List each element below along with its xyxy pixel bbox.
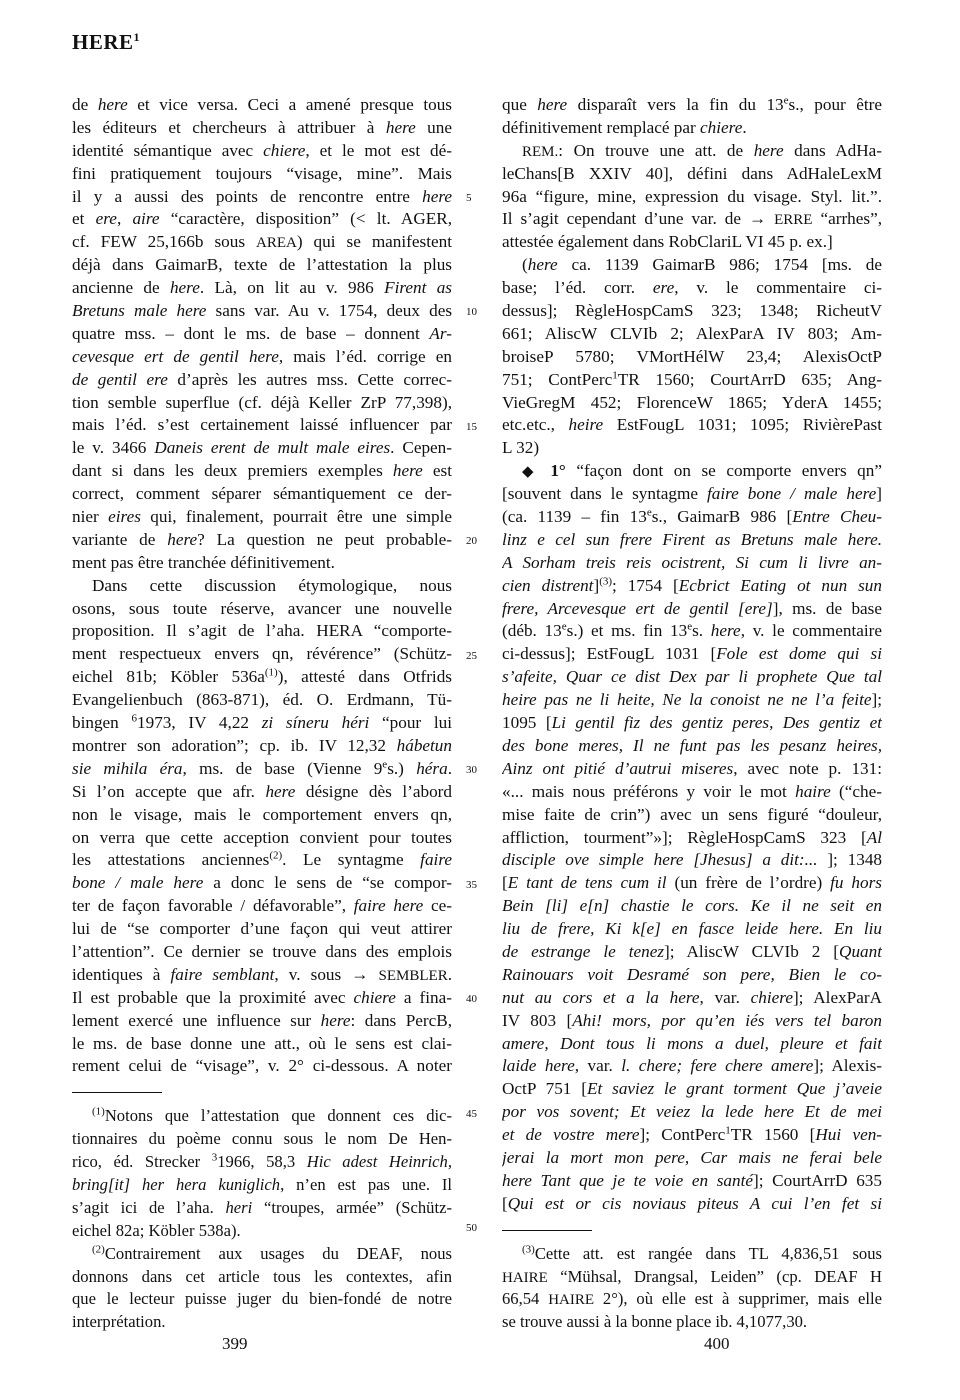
body-line: [Qui est or cis noviaus piteus A cui l’en fet si: [502, 1193, 882, 1213]
body-line: ter de façon favorable / défavorable”, faire here ce-: [72, 896, 452, 916]
body-line: nut au cors et a la here, var. chiere]; AlexParA: [502, 987, 882, 1007]
footnote-line: $^{(1)}$Notons que l’attestation que donnent ces dic-: [92, 1105, 452, 1126]
body-line: Bretuns male here sans var. Au v. 1754, deux des: [72, 301, 452, 321]
body-line: lement exercé une influence sur here: dans PercB,: [72, 1010, 452, 1030]
body-line: Bein [li] e[n] chastie le cors. Ke il ne seit en: [502, 896, 882, 916]
body-line: bingen $^6$1973, IV 4,22 zi síneru héri “pour lui: [72, 712, 452, 733]
footnote-line: bring[it] her hera kuniglich, n’en est pas une. Il: [72, 1174, 452, 1194]
body-line: A Sorham treis reis ocistrent, Si cum li livre an-: [502, 552, 882, 572]
body-line: on verra que cette acception convient pour toutes: [72, 827, 452, 847]
body-line: sie mihila éra, ms. de base (Vienne 9es.) héra.: [72, 758, 452, 778]
body-line: osons, sous toute réserve, avancer une nouvelle: [72, 598, 452, 618]
body-line: de gentil ere d’après les autres mss. Cette correc-: [72, 369, 452, 389]
line-number: 10: [466, 306, 477, 319]
line-number: 45: [466, 1107, 477, 1120]
body-line: dessus]; RègleHospCamS 323; 1348; RicheutV: [502, 301, 882, 321]
body-line: proposition. Il s’agit de l’aha. HERA “comporte-: [72, 621, 452, 641]
headword-superscript: 1: [133, 30, 141, 44]
footnote-line: interprétation.: [72, 1312, 166, 1332]
running-head: [72, 30, 140, 55]
body-line: et ere, aire “caractère, disposition” (< lt. AGER,: [72, 209, 452, 229]
body-line: Si l’on accepte que afr. here désigne dès l’abord: [72, 781, 452, 801]
body-line: frere, Arcevesque ert de gentil [ere]], ms. de base: [502, 598, 882, 618]
footnote-line: rico, éd. Strecker $^3$1966, 58,3 Hic adest Heinrich,: [72, 1151, 452, 1172]
left-column: [72, 94, 452, 1334]
body-line: cien distrent]$^{(3)}$; 1754 [Ecbrict Eating ot nun sun: [502, 574, 882, 595]
headword: HERE: [72, 30, 134, 54]
body-line: il y a aussi des points de rencontre entre here: [72, 186, 452, 206]
body-line: IV 803 [Ahi! mors, por qu’en iés vers tel baron: [502, 1010, 882, 1030]
body-line: broiseP 5780; VMortHélW 23,4; AlexisOctP: [502, 346, 882, 366]
body-line: Il s’agit cependant d’une var. de → ERRE “arrhes”,: [502, 209, 882, 229]
line-number: 35: [466, 878, 477, 891]
footnote-line: tionnaires du poème connu sous le nom De Hen-: [72, 1129, 452, 1149]
body-line: Evangelienbuch (863-871), éd. O. Erdmann, Tü-: [72, 690, 452, 710]
body-line: lui de “se comporter d’une façon qui veut attirer: [72, 919, 452, 939]
footnote-rule: [72, 1092, 162, 1093]
body-line: ancienne de here. Là, on lit au v. 986 Firent as: [72, 278, 452, 298]
body-line: tion semble superflue (cf. déjà Keller ZrP 77,398),: [72, 392, 452, 412]
line-number: 25: [466, 649, 477, 662]
body-line: et de vostre mere]; ContPerc$^1$TR 1560 [Hui ven-: [502, 1124, 882, 1145]
body-line: non le visage, mais le comportement envers qn,: [72, 804, 452, 824]
body-line: heire pas ne li heite, Ne la conoist ne ne l’a feite];: [502, 690, 882, 710]
body-line: attestée également dans RobClariL VI 45 p. ex.]: [502, 232, 833, 252]
body-line: 661; AliscW CLVIb 2; AlexParA IV 803; Am-: [502, 323, 882, 343]
body-line: déjà dans GaimarB, texte de l’attestation la plus: [72, 255, 452, 275]
body-line: bone / male here a donc le sens de “se compor-: [72, 873, 452, 893]
body-line: Rainouars voit Desramé son pere, Bien le co-: [502, 964, 882, 984]
body-line: 96a “figure, mine, expression du visage. Styl. lit.”.: [502, 186, 882, 206]
footnote-line: donnons dans cet article tous les contextes, afin: [72, 1266, 452, 1286]
body-line: linz e cel sun frere Firent as Bretuns male here.: [502, 529, 882, 549]
body-line: s’afeite, Quar ce dist Dex par li prophete Que tal: [502, 667, 882, 687]
footnote-line: $^{(3)}$Cette att. est rangée dans TL 4,836,51 sous: [522, 1243, 882, 1263]
body-line: (here ca. 1139 GaimarB 986; 1754 [ms. de: [522, 255, 882, 275]
body-line: correct, comment séparer sémantiquement ce der-: [72, 484, 452, 504]
body-line: ◆ 1° “façon dont on se comporte envers qn”: [522, 461, 882, 481]
body-line: les éditeurs et chercheurs à attribuer à here une: [72, 117, 452, 137]
body-line: ment pas être tranchée définitivement.: [72, 552, 335, 572]
right-column: [502, 94, 882, 1334]
body-line: de here et vice versa. Ceci a amené presque tous: [72, 95, 452, 114]
body-line: définitivement remplacé par chiere.: [502, 117, 747, 137]
body-line: nier eires qui, finalement, pourrait être une simple: [72, 507, 452, 527]
body-line: «... mais nous préférons y voir le mot haire (“che-: [502, 781, 882, 801]
body-line: ment respectueux envers qn, révérence” (Schütz-: [72, 644, 452, 664]
line-number: 15: [466, 420, 477, 433]
line-number: 5: [466, 191, 472, 204]
footnote-rule: [502, 1230, 592, 1231]
body-line: cf. FEW 25,166b sous AREA) qui se manifestent: [72, 232, 452, 252]
body-line: montrer son adoration”; cp. ib. IV 12,32 hábetun: [72, 735, 452, 755]
footnote-line: que le lecteur puisse juger du bien-fondé de notre: [72, 1289, 452, 1309]
body-line: quatre mss. – dont le ms. de base – donnent Ar-: [72, 323, 452, 343]
body-line: le ms. de base donne une att., où le sens est clai-: [72, 1033, 452, 1053]
body-line: jerai la mort mon pere, Car mais ne ferai bele: [502, 1147, 882, 1167]
body-line: por vos sovent; Et veiez la lede here Et de mei: [502, 1102, 882, 1122]
body-line: les attestations anciennes$^{(2)}$. Le syntagme faire: [72, 849, 452, 870]
line-number: 20: [466, 535, 477, 548]
line-number: 50: [466, 1222, 477, 1235]
body-line: Dans cette discussion étymologique, nous: [92, 575, 452, 595]
footnote-line: $^{(2)}$Contrairement aux usages du DEAF, nous: [92, 1243, 452, 1263]
body-line: variante de here? La question ne peut probable-: [72, 529, 452, 549]
footnote-line: HAIRE “Mühsal, Drangsal, Leiden” (cp. DEAF H: [502, 1266, 882, 1286]
footnote-line: 66,54 HAIRE 2°), où elle est à supprimer, mais elle: [502, 1289, 882, 1309]
body-line: leChans[B XXIV 40], défini dans AdHaleLexM: [502, 163, 882, 183]
page-number-left: 399: [222, 1334, 248, 1353]
page-number-right: 400: [704, 1334, 730, 1353]
body-line: fini pratiquement toujours “visage, mine”. Mais: [72, 163, 452, 183]
footnote-line: s’agit ici de l’aha. heri “troupes, armée” (Schütz-: [72, 1197, 452, 1217]
body-line: L 32): [502, 438, 540, 458]
body-line: 1095 [Li gentil fiz des gentiz peres, Des gentiz et: [502, 713, 882, 733]
body-line: dant si dans les deux premiers exemples here est: [72, 461, 452, 481]
body-line: VieGregM 452; FlorenceW 1865; YderA 1455;: [502, 392, 882, 412]
body-line: [E tant de tens cum il (un frère de l’ordre) fu hors: [502, 873, 882, 893]
body-line: base; l’éd. corr. ere, v. le commentaire ci-: [502, 278, 882, 298]
body-line: mais l’éd. s’est certainement laissé influencer par: [72, 415, 452, 435]
body-line: cevesque ert de gentil here, mais l’éd. corrige en: [72, 346, 452, 366]
body-line: mise faite de crin”) avec un sens figuré “douleur,: [502, 804, 882, 824]
body-line: OctP 751 [Et saviez le grant torment Que j’aveie: [502, 1079, 882, 1099]
body-line: ci-dessus]; EstFougL 1031 [Fole est dome qui si: [502, 644, 882, 664]
body-line: disciple ove simple here [Jhesus] a dit:... ]; 1348: [502, 850, 882, 870]
body-line: des bone meres, Il ne funt pas les pesanz heires,: [502, 735, 882, 755]
body-line: liu de frere, Ki k[e] en fasce leide here. En liu: [502, 919, 882, 939]
body-line: laide here, var. l. chere; fere chere amere]; Alexis-: [502, 1056, 882, 1076]
body-line: amere, Dont tous li mons a duel, pleure et fait: [502, 1033, 882, 1053]
body-line: 751; ContPerc$^1$TR 1560; CourtArrD 635; Ang-: [502, 368, 882, 389]
body-line: de estrange le tenez]; AliscW CLVIb 2 [Quant: [502, 941, 882, 961]
body-line: [souvent dans le syntagme faire bone / male here]: [502, 484, 882, 504]
line-number: 30: [466, 764, 477, 777]
footnote-line: eichel 82a; Köbler 538a).: [72, 1220, 241, 1240]
body-line: REM.: On trouve une att. de here dans AdHa-: [522, 140, 882, 160]
body-line: (ca. 1139 – fin 13es., GaimarB 986 [Entre Cheu-: [502, 506, 882, 527]
body-line: here Tant que je te voie en santé]; CourtArrD 635: [502, 1170, 882, 1190]
body-line: que here disparaît vers la fin du 13es., pour être: [502, 94, 882, 114]
footnote-line: se trouve aussi à la bonne place ib. 4,1077,30.: [502, 1312, 808, 1332]
body-line: identiques à faire semblant, v. sous → SEMBLER.: [72, 964, 452, 984]
body-line: l’attention”. Ce dernier se trouve dans des emplois: [72, 941, 452, 961]
line-number: 40: [466, 993, 477, 1006]
body-line: etc.etc., heire EstFougL 1031; 1095; RivièrePast: [502, 415, 882, 435]
body-line: identité sémantique avec chiere, et le mot est dé-: [72, 140, 452, 160]
body-line: Ainz ont pitié d’autrui miseres, avec note p. 131:: [502, 758, 882, 778]
body-line: le v. 3466 Daneis erent de mult male eires. Cepen-: [72, 438, 452, 458]
body-line: (déb. 13es.) et ms. fin 13es. here, v. le commentaire: [502, 620, 882, 641]
body-line: Il est probable que la proximité avec chiere a fina-: [72, 987, 452, 1007]
body-line: affliction, tourment”»]; RègleHospCamS 323 [Al: [502, 827, 882, 847]
body-line: eichel 81b; Köbler $536a^{(1)}$), attesté dans Otfrids: [72, 666, 452, 687]
body-line: rement celui de “visage”, v. 2° ci-dessous. A noter: [72, 1056, 452, 1076]
